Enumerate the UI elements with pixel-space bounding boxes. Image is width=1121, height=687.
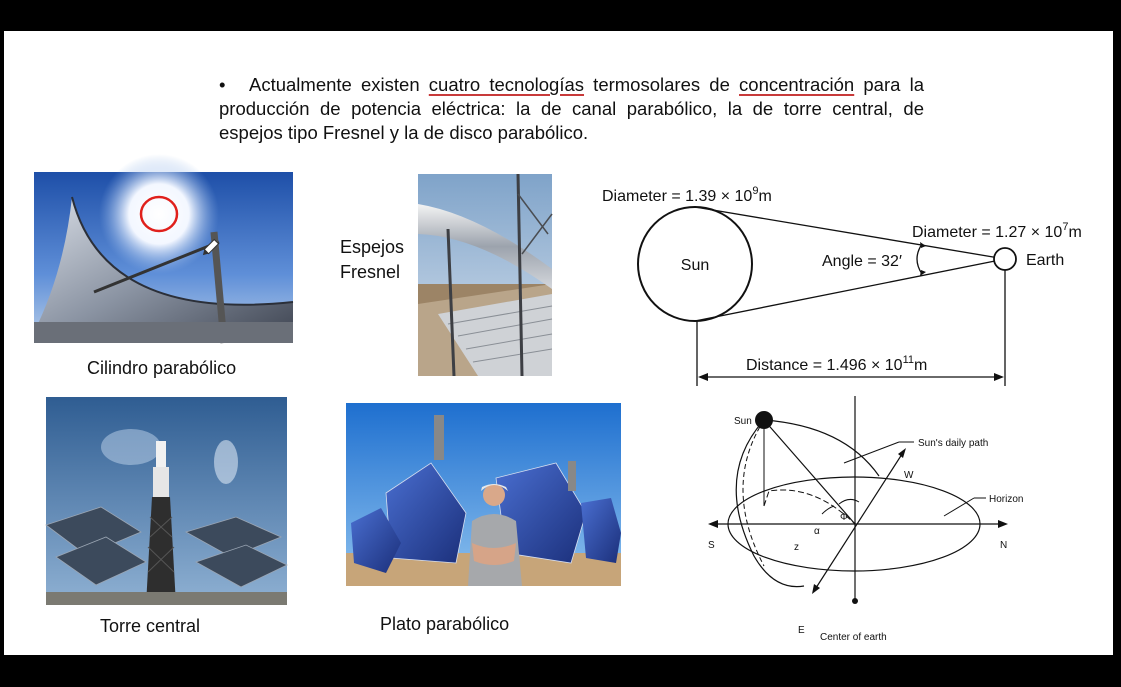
bullet-paragraph xyxy=(219,73,924,145)
alpha-arc xyxy=(822,506,834,514)
slide xyxy=(4,31,1113,655)
caption-fresnel xyxy=(340,235,404,285)
north-label: N xyxy=(1000,540,1008,551)
daily-path-leader xyxy=(844,442,899,463)
sun-ray xyxy=(764,420,855,524)
photo-parabolic-trough xyxy=(34,172,293,343)
spellcheck-underline-2: concentración xyxy=(739,74,855,95)
sun-dot xyxy=(755,411,773,429)
earth-diameter-label: Diameter = $1.27 \times 10^7m$ xyxy=(912,221,1082,241)
zenith-label: z xyxy=(794,542,799,553)
east-west-axis xyxy=(814,451,904,591)
daily-path-label: Sun's daily path xyxy=(918,438,989,449)
daily-path-right xyxy=(764,420,879,476)
sun-diameter-label: Diameter = $1.39 \times 10^9m$ xyxy=(602,185,772,205)
center-dot xyxy=(852,598,858,604)
bullet-seg3: termosolares de xyxy=(584,74,740,95)
distance-label: Distance = $1.496 \times 10^{11}m$ xyxy=(746,354,928,374)
spellcheck-underline-1: cuatro tecnologías xyxy=(428,74,585,95)
photo-central-tower xyxy=(46,397,287,605)
top-letterbox xyxy=(0,0,1121,31)
bullet-seg1: Actualmente existen xyxy=(249,74,429,95)
sun-path-sun-label: Sun xyxy=(734,416,752,427)
earth-circle xyxy=(994,248,1016,270)
horizon-label: Horizon xyxy=(989,494,1024,505)
center-label: Center of earth xyxy=(820,632,887,643)
daily-path-left xyxy=(736,420,804,587)
east-label: E xyxy=(798,625,805,636)
sun-path-diagram xyxy=(694,396,1039,643)
horizon-leader xyxy=(944,498,974,516)
caption-fresnel-line1: Espejos xyxy=(340,237,405,257)
phi-arc xyxy=(839,499,859,504)
photo-parabolic-dish xyxy=(346,403,621,586)
sun-earth-diagram xyxy=(594,181,1109,374)
south-label: S xyxy=(708,540,715,551)
angle-label: Angle = 32′ xyxy=(822,253,902,270)
bottom-letterbox xyxy=(0,655,1121,687)
caption-cylinder: Cilindro parabólico xyxy=(87,358,237,378)
caption-fresnel-line2: Fresnel xyxy=(340,262,401,282)
west-label: W xyxy=(904,470,914,481)
sun-label: Sun xyxy=(680,257,710,274)
bullet-seg5: para la producción de potencia eléctrica: la de canal parabólico, la de torre central, de espejos tipo Fresnel y la de disco parabólico. xyxy=(219,74,924,143)
daily-path-dashed xyxy=(743,420,764,566)
caption-dish: Plato parabólico xyxy=(380,614,510,634)
caption-tower: Torre central xyxy=(100,616,201,636)
phi-label: Φ xyxy=(840,512,848,523)
angle-arc xyxy=(917,244,922,274)
earth-label: Earth xyxy=(1026,252,1065,269)
photo-fresnel xyxy=(418,174,552,376)
bullet-marker: • xyxy=(219,74,226,95)
alpha-label: α xyxy=(814,526,820,537)
